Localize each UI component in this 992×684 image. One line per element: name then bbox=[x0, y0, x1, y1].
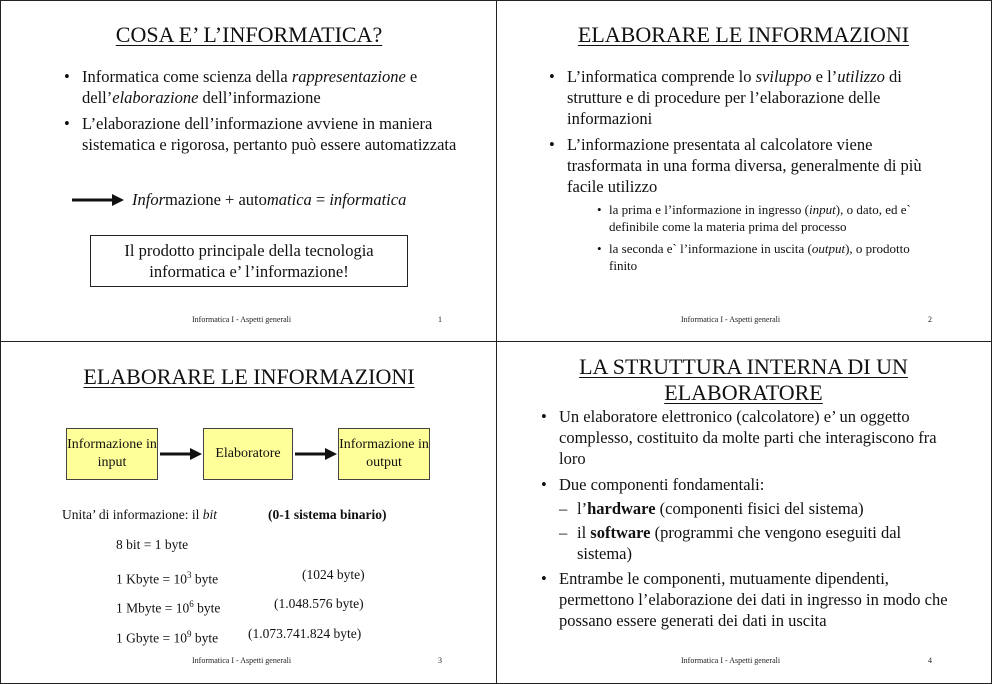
mbyte-row: 1 Mbyte = $10^6$ byte bbox=[116, 599, 221, 616]
slide-2-sub-bullet-1: • la prima e l’informazione in ingresso (input), o dato, ed e` definibile come la materia prima del processo bbox=[595, 201, 935, 235]
kbyte-row: 1 Kbyte = $10^3$ byte bbox=[116, 570, 219, 587]
slide-1-title: COSA E’ L’INFORMATICA? bbox=[115, 22, 383, 47]
slide-1-bullet-1: • Informatica come scienza della rappresentazione e dell’elaborazione dell’informazione bbox=[60, 66, 460, 108]
slide-4-software-item: – il software (programmi che vengono eseguiti dal sistema) bbox=[553, 522, 933, 564]
processor-box: Elaboratore bbox=[203, 428, 293, 480]
slide-2-footer: Informatica I - Aspetti generali bbox=[681, 315, 781, 324]
slide-1-highlight-box: Il prodotto principale della tecnologia informatica e’ l’informazione! bbox=[90, 235, 408, 287]
slide-2-bullet-2: • L’informazione presentata al calcolatore viene trasformata in una forma diversa, generalmente di più facile utilizzo bbox=[545, 134, 945, 197]
slide-1-footer: Informatica I - Aspetti generali bbox=[192, 315, 292, 324]
kbyte-value: (1024 byte) bbox=[302, 567, 365, 582]
slide-4-title: LA STRUTTURA INTERNA DI UN ELABORATORE bbox=[579, 354, 908, 405]
slide-1-bullet-2: • L’elaborazione dell’informazione avviene in maniera sistematica e rigorosa, pertanto può essere automatizzata bbox=[60, 113, 460, 155]
slide-1-number: 1 bbox=[438, 315, 442, 324]
bit-unit-line: Unita’ di informazione: il bit bbox=[62, 507, 217, 522]
byte-row: 8 bit = 1 byte bbox=[116, 537, 189, 552]
input-box: Informazione in input bbox=[66, 428, 158, 480]
slide-3-title: ELABORARE LE INFORMAZIONI bbox=[83, 364, 415, 389]
slide-4-number: 4 bbox=[928, 656, 932, 665]
output-box: Informazione in output bbox=[338, 428, 430, 480]
gbyte-value: (1.073.741.824 byte) bbox=[248, 626, 362, 641]
slide-2-bullet-1: • L’informatica comprende lo sviluppo e l’utilizzo di strutture e di procedure per l’elaborazione delle informazioni bbox=[545, 66, 945, 129]
slide-4-bullet-2: • Due componenti fondamentali: bbox=[537, 474, 945, 495]
slide-4-hardware-item: – l’hardware (componenti fisici del sistema) bbox=[553, 498, 933, 519]
slide-2-sub-bullet-2: • la seconda e` l’informazione in uscita (output), o prodotto finito bbox=[595, 240, 915, 274]
slide-3-number: 3 bbox=[438, 656, 442, 665]
binary-system-note: (0-1 sistema binario) bbox=[268, 507, 387, 522]
mbyte-value: (1.048.576 byte) bbox=[274, 596, 364, 611]
slide-2-title: ELABORARE LE INFORMAZIONI bbox=[577, 22, 910, 47]
gbyte-row: 1 Gbyte = $10^9$ byte bbox=[116, 629, 219, 646]
slide-1-formula: Informazione + automatica = informatica bbox=[72, 190, 406, 210]
slide-4-bullet-3: • Entrambe le componenti, mutuamente dipendenti, permettono l’elaborazione dei dati in ingresso in modo che possano essere generati dei dati in uscita bbox=[537, 568, 957, 631]
slide-2-number: 2 bbox=[928, 315, 932, 324]
slide-3-footer: Informatica I - Aspetti generali bbox=[192, 656, 292, 665]
slide-4-bullet-1: • Un elaboratore elettronico (calcolatore) e’ un oggetto complesso, costituito da molte parti che interagiscono fra loro bbox=[537, 406, 945, 469]
slide-4-footer: Informatica I - Aspetti generali bbox=[681, 656, 781, 665]
